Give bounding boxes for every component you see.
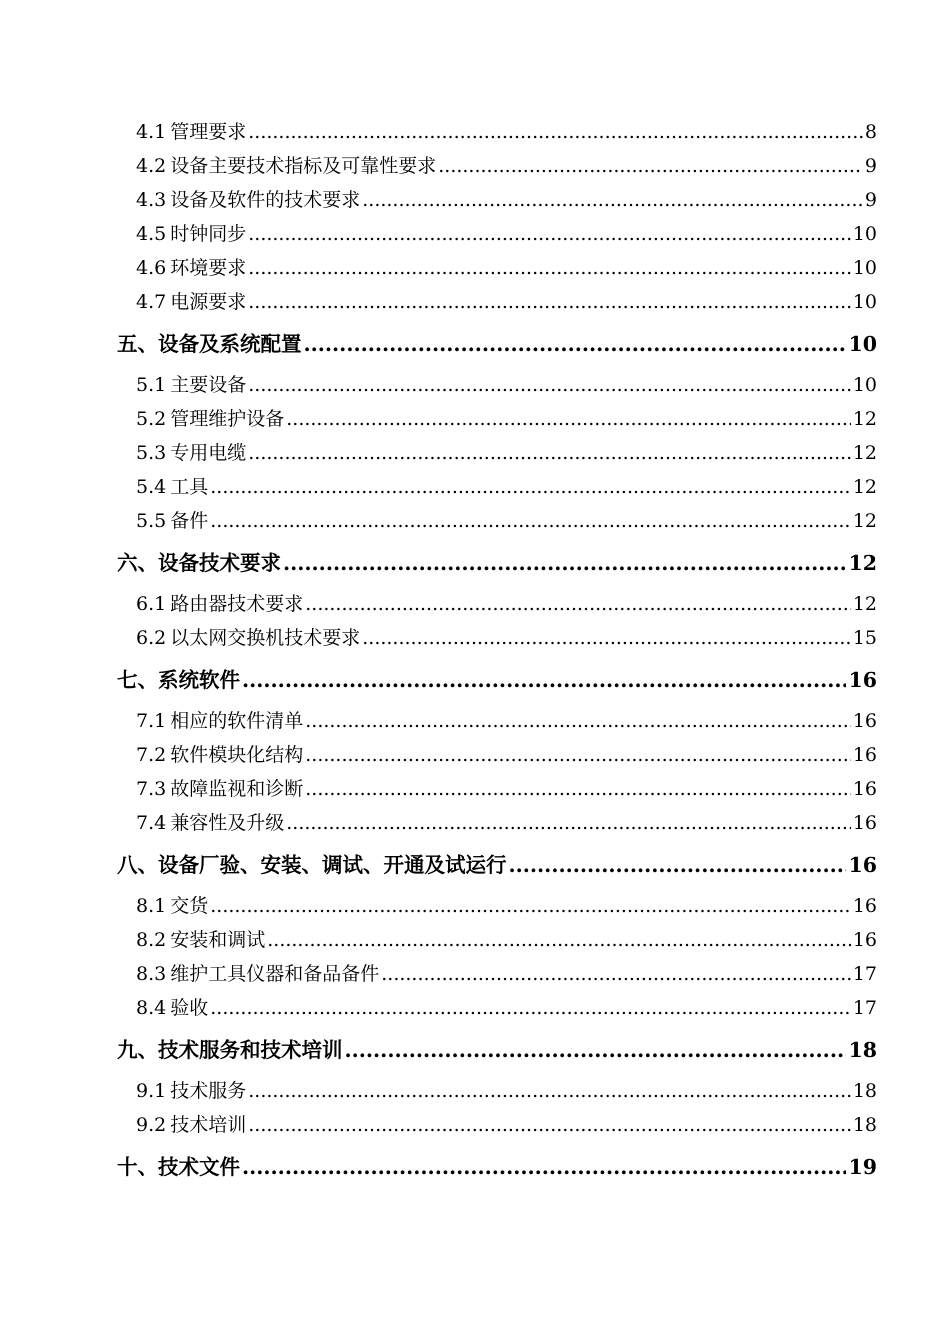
toc-entry-number: 十、 (117, 1155, 158, 1179)
toc-section-entry[interactable] (117, 587, 877, 621)
toc-dot-leader (242, 658, 846, 703)
toc-entry-page-number: 16 (852, 895, 877, 917)
toc-section-entry[interactable] (117, 115, 877, 149)
toc-chapter-entry[interactable] (117, 843, 877, 888)
toc-section-entry[interactable] (117, 368, 877, 402)
toc-section-entry[interactable] (117, 251, 877, 285)
toc-dot-leader (286, 806, 851, 840)
toc-dot-leader (248, 368, 851, 402)
toc-section-entry[interactable] (117, 704, 877, 738)
toc-entry-number: 4.3 (136, 189, 167, 211)
toc-entry-number: 7.2 (136, 744, 167, 766)
toc-entry-number: 5.4 (136, 476, 167, 498)
toc-entry-title: 管理维护设备 (170, 408, 285, 430)
toc-dot-leader (509, 843, 847, 888)
toc-entry-number: 5.3 (136, 442, 167, 464)
toc-section-entry[interactable] (117, 183, 877, 217)
toc-section-entry[interactable] (117, 504, 877, 538)
toc-entry-title: 技术文件 (158, 1155, 240, 1179)
toc-entry-page-number: 9 (864, 189, 877, 211)
toc-entry-number: 7.4 (136, 812, 167, 834)
toc-entry-number: 4.6 (136, 257, 167, 279)
toc-entry-title: 工具 (170, 476, 209, 498)
toc-entry-title: 技术培训 (170, 1114, 247, 1136)
toc-dot-leader (286, 402, 851, 436)
toc-entry-page-number: 12 (852, 510, 877, 532)
toc-entry-page-number: 17 (852, 963, 877, 985)
toc-entry-page-number: 17 (852, 997, 877, 1019)
toc-section-entry[interactable] (117, 217, 877, 251)
toc-dot-leader (305, 772, 851, 806)
toc-entry-title: 备件 (170, 510, 209, 532)
toc-dot-leader (304, 322, 847, 367)
toc-entry-number: 7.3 (136, 778, 167, 800)
toc-dot-leader (210, 889, 851, 923)
toc-dot-leader (248, 285, 851, 319)
toc-entry-page-number: 10 (852, 257, 877, 279)
toc-section-entry[interactable] (117, 436, 877, 470)
toc-entry-title: 主要设备 (170, 374, 247, 396)
toc-dot-leader (305, 738, 851, 772)
toc-dot-leader (381, 957, 851, 991)
toc-entry-title: 相应的软件清单 (170, 710, 304, 732)
toc-dot-leader (242, 1145, 846, 1190)
toc-entry-page-number: 16 (852, 710, 877, 732)
toc-entry-page-number: 16 (852, 744, 877, 766)
toc-section-entry[interactable] (117, 889, 877, 923)
toc-entry-number: 9.2 (136, 1114, 167, 1136)
toc-section-entry[interactable] (117, 806, 877, 840)
toc-chapter-entry[interactable] (117, 1145, 877, 1190)
toc-dot-leader (248, 251, 851, 285)
toc-entry-page-number: 16 (848, 668, 877, 692)
toc-entry-number: 七、 (117, 668, 158, 692)
toc-dot-leader (362, 621, 851, 655)
toc-entry-page-number: 16 (852, 929, 877, 951)
toc-entry-title: 设备及软件的技术要求 (170, 189, 361, 211)
toc-entry-number: 8.1 (136, 895, 167, 917)
toc-entry-title: 设备及系统配置 (158, 332, 302, 356)
toc-entry-number: 5.1 (136, 374, 167, 396)
toc-entry-title: 设备主要技术指标及可靠性要求 (170, 155, 437, 177)
toc-entry-title: 以太网交换机技术要求 (170, 627, 361, 649)
toc-entry-page-number: 12 (852, 442, 877, 464)
toc-entry-page-number: 12 (852, 476, 877, 498)
toc-section-entry[interactable] (117, 1074, 877, 1108)
toc-entry-number: 六、 (117, 551, 158, 575)
toc-entry-number: 6.2 (136, 627, 167, 649)
toc-entry-title: 电源要求 (170, 291, 247, 313)
toc-entry-page-number: 12 (852, 593, 877, 615)
toc-entry-number: 九、 (117, 1038, 158, 1062)
toc-chapter-entry[interactable] (117, 322, 877, 367)
toc-entry-title: 设备厂验、安装、调试、开通及试运行 (158, 853, 507, 877)
toc-entry-title: 安装和调试 (170, 929, 266, 951)
toc-dot-leader (210, 504, 851, 538)
toc-entry-number: 7.1 (136, 710, 167, 732)
toc-entry-title: 路由器技术要求 (170, 593, 304, 615)
toc-dot-leader (248, 217, 851, 251)
toc-entry-title: 管理要求 (170, 121, 247, 143)
toc-entry-title: 设备技术要求 (158, 551, 281, 575)
toc-entry-number: 8.2 (136, 929, 167, 951)
toc-entry-page-number: 10 (852, 291, 877, 313)
toc-entry-page-number: 12 (852, 408, 877, 430)
toc-entry-number: 4.5 (136, 223, 167, 245)
toc-dot-leader (210, 991, 851, 1025)
toc-dot-leader (210, 470, 851, 504)
toc-section-entry[interactable] (117, 991, 877, 1025)
toc-dot-leader (267, 923, 851, 957)
toc-entry-title: 环境要求 (170, 257, 247, 279)
toc-dot-leader (362, 183, 863, 217)
toc-dot-leader (248, 436, 851, 470)
toc-entry-number: 8.4 (136, 997, 167, 1019)
toc-dot-leader (248, 115, 863, 149)
toc-entry-number: 5.5 (136, 510, 167, 532)
toc-entry-number: 4.7 (136, 291, 167, 313)
toc-entry-number: 9.1 (136, 1080, 167, 1102)
toc-entry-page-number: 16 (848, 853, 877, 877)
toc-entry-page-number: 19 (848, 1155, 877, 1179)
toc-entry-title: 专用电缆 (170, 442, 247, 464)
toc-entry-title: 时钟同步 (170, 223, 247, 245)
toc-dot-leader (438, 149, 863, 183)
toc-section-entry[interactable] (117, 957, 877, 991)
toc-entry-title: 系统软件 (158, 668, 240, 692)
toc-section-entry[interactable] (117, 772, 877, 806)
toc-chapter-entry[interactable] (117, 658, 877, 703)
toc-entry-title: 兼容性及升级 (170, 812, 285, 834)
toc-entry-page-number: 10 (852, 374, 877, 396)
toc-entry-number: 4.2 (136, 155, 167, 177)
toc-section-entry[interactable] (117, 1108, 877, 1142)
toc-section-entry[interactable] (117, 738, 877, 772)
toc-entry-page-number: 10 (848, 332, 877, 356)
toc-chapter-entry[interactable] (117, 541, 877, 586)
toc-entry-page-number: 18 (848, 1038, 877, 1062)
toc-dot-leader (305, 587, 851, 621)
toc-entry-page-number: 8 (864, 121, 877, 143)
toc-dot-leader (248, 1108, 851, 1142)
toc-entry-title: 维护工具仪器和备品备件 (170, 963, 380, 985)
toc-entry-number: 8.3 (136, 963, 167, 985)
toc-entry-page-number: 15 (852, 627, 877, 649)
toc-entry-page-number: 18 (852, 1080, 877, 1102)
toc-entry-title: 技术服务 (170, 1080, 247, 1102)
toc-dot-leader (283, 541, 846, 586)
toc-section-entry[interactable] (117, 621, 877, 655)
toc-entry-title: 软件模块化结构 (170, 744, 304, 766)
toc-entry-page-number: 9 (864, 155, 877, 177)
toc-entry-number: 6.1 (136, 593, 167, 615)
toc-entry-number: 5.2 (136, 408, 167, 430)
toc-dot-leader (305, 704, 851, 738)
toc-entry-page-number: 12 (848, 551, 877, 575)
toc-entry-title: 交货 (170, 895, 209, 917)
toc-section-entry[interactable] (117, 923, 877, 957)
toc-entry-number: 4.1 (136, 121, 167, 143)
toc-section-entry[interactable] (117, 149, 877, 183)
toc-entry-page-number: 18 (852, 1114, 877, 1136)
toc-entry-title: 技术服务和技术培训 (158, 1038, 343, 1062)
toc-entry-page-number: 16 (852, 778, 877, 800)
toc-entry-title: 故障监视和诊断 (170, 778, 304, 800)
toc-entry-title: 验收 (170, 997, 209, 1019)
table-of-contents (117, 115, 877, 1191)
toc-dot-leader (345, 1028, 847, 1073)
toc-section-entry[interactable] (117, 402, 877, 436)
toc-section-entry[interactable] (117, 470, 877, 504)
toc-entry-page-number: 16 (852, 812, 877, 834)
toc-entry-number: 五、 (117, 332, 158, 356)
toc-entry-page-number: 10 (852, 223, 877, 245)
toc-dot-leader (248, 1074, 851, 1108)
toc-section-entry[interactable] (117, 285, 877, 319)
toc-chapter-entry[interactable] (117, 1028, 877, 1073)
toc-entry-number: 八、 (117, 853, 158, 877)
